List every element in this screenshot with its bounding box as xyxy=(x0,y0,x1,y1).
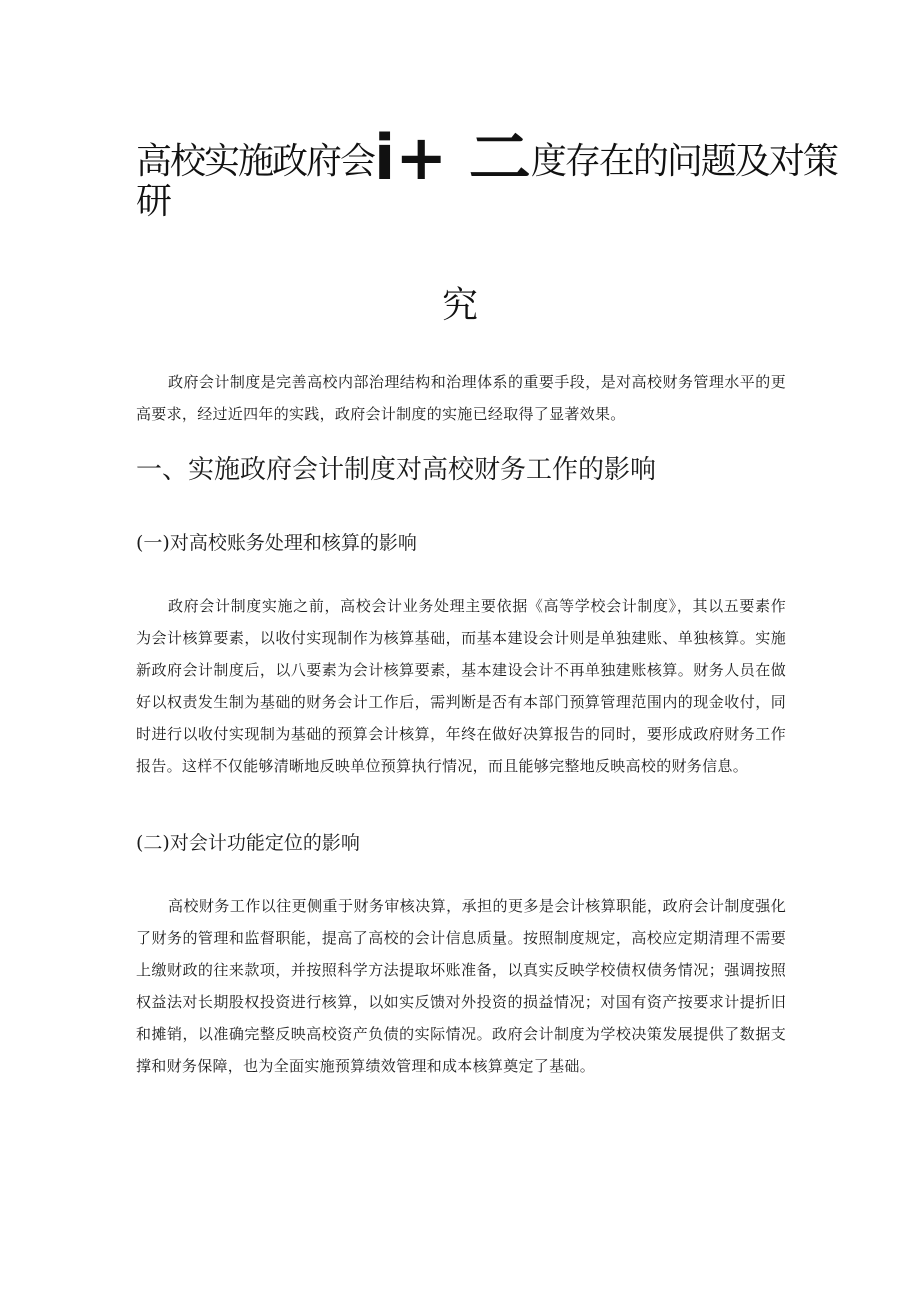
document-title-line-2: 研 xyxy=(136,181,173,222)
title-ocr-artifact: i+ 二 xyxy=(374,121,531,194)
subsection-1-body: 政府会计制度实施之前，高校会计业务处理主要依据《高等学校会计制度》，其以五要素作为会计核算要素，以收付实现制作为核算基础，而基本建设会计则是单独建账、单独核算。实施新政府会计制度后，以八要素为会计核算要素，基本建设会计不再单独建账核算。财务人员在做好以权责发生制为基础的财务会计工作后，需判断是否有本部门预算管理范围内的现金收付，同时进行以收付实现制为基础的预算会计核算，年终在做好决算报告的同时，要形成政府财务工作报告。这样不仅能够清晰地反映单位预算执行情况，而且能够完整地反映高校的财务信息。 xyxy=(136,597,786,775)
document-title-line-3: 究 xyxy=(441,285,478,326)
title-part-2: 度存在的问题及对策 xyxy=(530,141,837,182)
subsection-2-heading: (二)对会计功能定位的影响 xyxy=(136,832,360,854)
subsection-2-body: 高校财务工作以往更侧重于财务审核决算，承担的更多是会计核算职能，政府会计制度强化了财务的管理和监督职能，提高了高校的会计信息质量。按照制度规定，高校应定期清理不需要上缴财政的往来款项，并按照科学方法提取坏账准备，以真实反映学校债权债务情况；强调按照权益法对长期股权投资进行核算，以如实反馈对外投资的损益情况；对国有资产按要求计提折旧和摊销，以准确完整反映高校资产负债的实际情况。政府会计制度为学校决策发展提供了数据支撑和财务保障，也为全面实施预算绩效管理和成本核算奠定了基础。 xyxy=(136,897,786,1075)
document-title-line-1 xyxy=(136,121,837,194)
section-1-heading: 一、实施政府会计制度对高校财务工作的影响 xyxy=(136,455,657,485)
subsection-1-heading: (一)对高校账务处理和核算的影响 xyxy=(136,532,417,554)
intro-paragraph: 政府会计制度是完善高校内部治理结构和治理体系的重要手段，是对高校财务管理水平的更高要求，经过近四年的实践，政府会计制度的实施已经取得了显著效果。 xyxy=(136,373,786,423)
title-part-1: 高校实施政府会 xyxy=(136,141,375,182)
